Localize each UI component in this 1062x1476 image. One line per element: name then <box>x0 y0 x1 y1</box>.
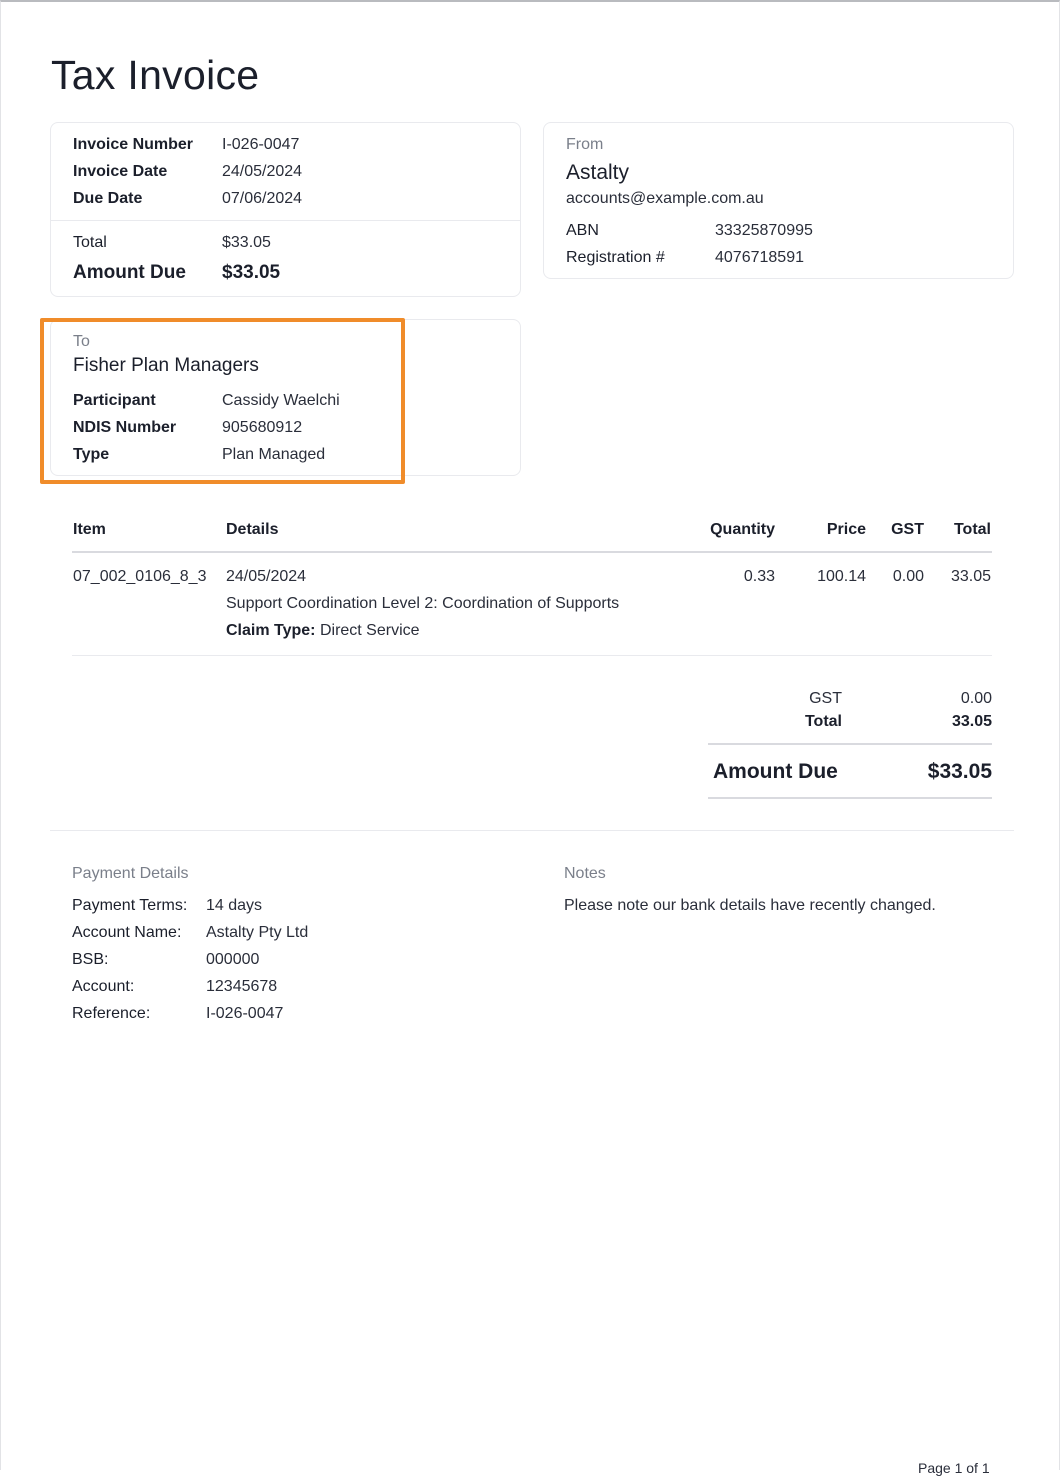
payment-terms-label: Payment Terms: <box>72 897 188 914</box>
row-item-code: 07_002_0106_8_3 <box>73 568 207 585</box>
col-header-item: Item <box>73 521 106 538</box>
notes-heading: Notes <box>564 865 606 882</box>
bsb-label: BSB: <box>72 951 109 968</box>
type-label: Type <box>73 446 110 463</box>
col-header-gst: GST <box>891 521 924 538</box>
total-label: Total <box>73 234 107 251</box>
notes-text: Please note our bank details have recently changed. <box>564 897 936 914</box>
ndis-number-value: 905680912 <box>222 419 303 436</box>
invoice-date-label: Invoice Date <box>73 163 168 180</box>
invoice-number: I-026-0047 <box>222 136 300 153</box>
summary-gst-value: 0.00 <box>960 690 992 707</box>
row-price: 100.14 <box>817 568 866 585</box>
account-label: Account: <box>72 978 135 995</box>
summary-amount-due-label: Amount Due <box>713 760 838 783</box>
summary-total-value: 33.05 <box>951 713 992 730</box>
invoice-number-label: Invoice Number <box>73 136 194 153</box>
col-header-quantity: Quantity <box>710 521 775 538</box>
account-name-value: Astalty Pty Ltd <box>206 924 309 941</box>
due-date-label: Due Date <box>73 190 143 207</box>
invoice-info-card <box>50 122 521 297</box>
claim-type-label: Claim Type: <box>226 622 316 639</box>
type-value: Plan Managed <box>222 446 326 463</box>
col-header-details: Details <box>226 521 279 538</box>
abn-label: ABN <box>566 222 599 239</box>
account-value: 12345678 <box>206 978 278 995</box>
ndis-number-label: NDIS Number <box>73 419 177 436</box>
amount-due-value: $33.05 <box>222 262 281 283</box>
participant-label: Participant <box>73 392 156 409</box>
row-total: 33.05 <box>950 568 991 585</box>
to-heading: To <box>73 333 90 350</box>
amount-due-label: Amount Due <box>73 262 186 283</box>
from-card <box>543 122 1014 279</box>
summary-bottom-divider <box>708 797 992 799</box>
claim-type-value: Direct Service <box>319 622 420 639</box>
to-name: Fisher Plan Managers <box>73 355 259 376</box>
to-section-highlight <box>40 318 405 484</box>
account-name-label: Account Name: <box>72 924 182 941</box>
row-claim-type <box>226 622 420 640</box>
section-divider <box>50 830 1014 831</box>
card-divider <box>51 220 520 221</box>
table-header-divider <box>72 551 992 553</box>
registration-value: 4076718591 <box>715 249 804 266</box>
from-name: Astalty <box>566 161 630 184</box>
payment-terms-value: 14 days <box>206 897 263 914</box>
col-header-total: Total <box>953 521 991 538</box>
bsb-value: 000000 <box>206 951 260 968</box>
table-row-divider <box>72 655 992 656</box>
row-gst: 0.00 <box>892 568 924 585</box>
participant-value: Cassidy Waelchi <box>222 392 340 409</box>
summary-divider <box>708 743 992 745</box>
reference-value: I-026-0047 <box>206 1005 284 1022</box>
total-value: $33.05 <box>222 234 271 251</box>
col-header-price: Price <box>826 521 866 538</box>
abn-value: 33325870995 <box>715 222 813 239</box>
summary-amount-due-value: $33.05 <box>927 760 992 783</box>
reference-label: Reference: <box>72 1005 151 1022</box>
row-date: 24/05/2024 <box>226 568 307 585</box>
invoice-date: 24/05/2024 <box>222 163 303 180</box>
row-description: Support Coordination Level 2: Coordination of Supports <box>226 595 620 612</box>
summary-total-label: Total <box>804 713 842 730</box>
from-heading: From <box>566 136 604 153</box>
payment-details-heading: Payment Details <box>72 865 189 882</box>
summary-gst-label: GST <box>809 690 842 707</box>
from-email: accounts@example.com.au <box>566 190 764 207</box>
row-quantity: 0.33 <box>743 568 775 585</box>
page-title: Tax Invoice <box>51 52 260 98</box>
registration-label: Registration # <box>566 249 665 266</box>
page-number: Page 1 of 1 <box>918 1460 990 1476</box>
due-date: 07/06/2024 <box>222 190 303 207</box>
